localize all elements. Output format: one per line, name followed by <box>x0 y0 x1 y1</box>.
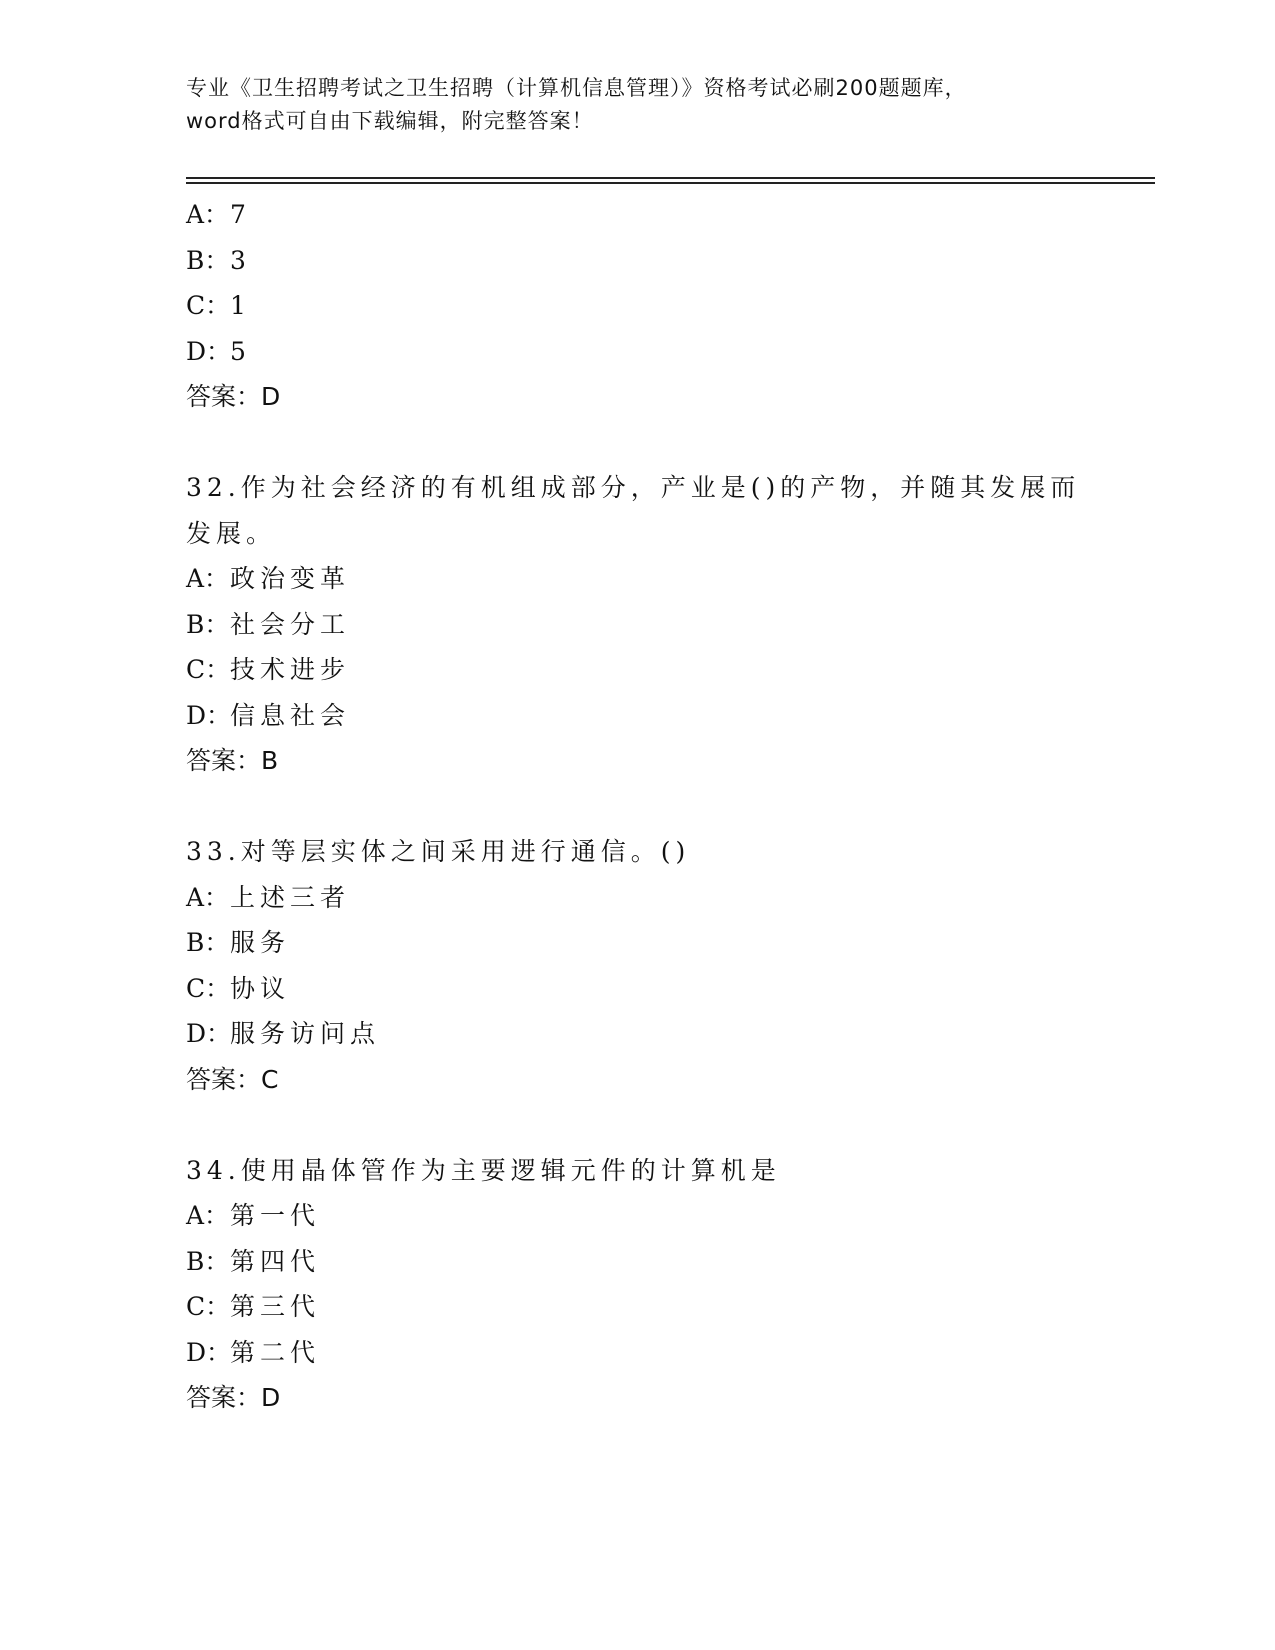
option-text: 上述三者 <box>230 882 351 912</box>
option-letter: C： <box>186 973 231 1003</box>
spacer <box>186 420 1086 466</box>
option-text: 5 <box>230 336 251 366</box>
header-line-2: word格式可自由下载编辑，附完整答案！ <box>186 109 594 133</box>
option-text: 服务访问点 <box>230 1019 381 1048</box>
option-c <box>186 283 1086 329</box>
option-letter: B： <box>186 609 230 639</box>
answer-line: 答案：B <box>186 746 279 775</box>
option-b <box>186 920 1086 966</box>
option-text: 第二代 <box>230 1337 321 1367</box>
option-text: 服务 <box>230 928 291 957</box>
header-divider-bottom <box>186 182 1155 184</box>
header-line-1: 专业《卫生招聘考试之卫生招聘（计算机信息管理）》资格考试必刷200题题库， <box>186 76 967 100</box>
option-b <box>186 602 1086 648</box>
question-list <box>186 192 1086 1421</box>
option-letter: D： <box>186 1019 232 1048</box>
option-text: 协议 <box>230 973 291 1003</box>
option-d <box>186 329 1086 375</box>
option-letter: A： <box>186 200 230 229</box>
option-letter: D： <box>186 700 232 730</box>
option-letter: A： <box>186 882 230 912</box>
option-b <box>186 1239 1086 1285</box>
option-text: 3 <box>230 245 251 275</box>
option-c <box>186 1284 1086 1330</box>
option-letter: C： <box>186 655 231 684</box>
option-a <box>186 556 1086 602</box>
answer-line: 答案：D <box>186 1383 281 1412</box>
option-letter: A： <box>186 564 230 593</box>
option-letter: D： <box>186 336 232 366</box>
question-text: 32.作为社会经济的有机组成部分，产业是()的产物，并随其发展而发展。 <box>186 473 1081 548</box>
spacer <box>186 1102 1086 1148</box>
option-d <box>186 1330 1086 1376</box>
option-d <box>186 1011 1086 1057</box>
option-text: 社会分工 <box>230 609 351 639</box>
question-31 <box>186 192 1086 420</box>
option-text: 政治变革 <box>230 564 351 593</box>
answer-line: 答案：D <box>186 382 281 411</box>
option-text: 第三代 <box>230 1292 321 1321</box>
option-letter: D： <box>186 1337 232 1367</box>
question-33 <box>186 829 1086 1102</box>
option-letter: C： <box>186 291 231 320</box>
option-text: 第四代 <box>230 1246 321 1276</box>
option-text: 1 <box>230 291 251 320</box>
question-text: 33.对等层实体之间采用进行通信。() <box>186 837 691 866</box>
option-d <box>186 693 1086 739</box>
option-a <box>186 875 1086 921</box>
option-a <box>186 192 1086 238</box>
option-c <box>186 647 1086 693</box>
option-text: 第一代 <box>230 1201 321 1230</box>
question-34 <box>186 1148 1086 1421</box>
answer-line: 答案：C <box>186 1064 279 1094</box>
option-text: 7 <box>230 200 251 229</box>
question-32 <box>186 465 1086 784</box>
option-letter: B： <box>186 245 230 275</box>
question-text: 34.使用晶体管作为主要逻辑元件的计算机是 <box>186 1155 781 1185</box>
option-c <box>186 966 1086 1012</box>
option-b <box>186 238 1086 284</box>
spacer <box>186 784 1086 830</box>
option-letter: C： <box>186 1292 231 1321</box>
option-letter: A： <box>186 1201 230 1230</box>
option-letter: B： <box>186 1246 230 1276</box>
header-divider-top <box>186 177 1155 179</box>
option-a <box>186 1193 1086 1239</box>
option-letter: B： <box>186 928 230 957</box>
option-text: 信息社会 <box>230 700 351 730</box>
option-text: 技术进步 <box>230 655 351 684</box>
document-header <box>186 72 1086 138</box>
